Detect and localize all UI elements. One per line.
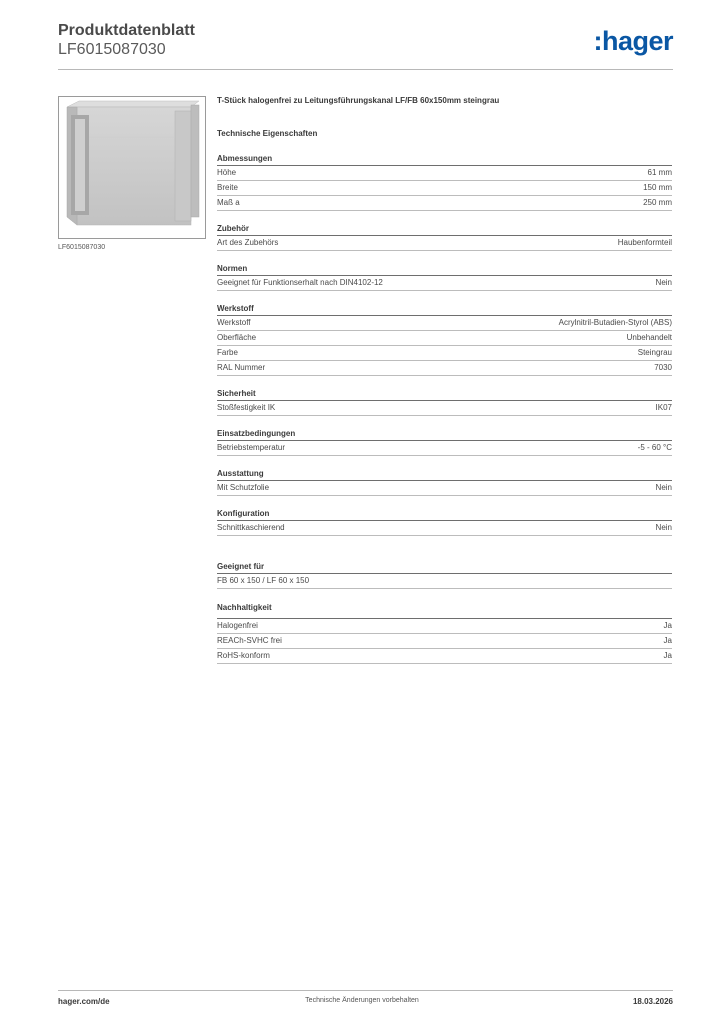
section-title: Einsatzbedingungen (217, 428, 672, 441)
section-abmessungen (217, 153, 672, 211)
spec-value: Steingrau (637, 348, 672, 357)
section-title: Werkstoff (217, 303, 672, 316)
spec-value: 7030 (654, 363, 672, 372)
spec-row (217, 181, 672, 196)
article-number: LF6015087030 (58, 41, 166, 58)
section-einsatzbedingungen (217, 428, 672, 456)
section-title: Normen (217, 263, 672, 276)
spec-label: Betriebstemperatur (217, 443, 286, 452)
spec-row (217, 346, 672, 361)
spec-value: Ja (663, 636, 672, 645)
section-normen (217, 263, 672, 291)
spec-value: Acrylnitril-Butadien-Styrol (ABS) (558, 318, 672, 327)
spec-value: 150 mm (643, 183, 672, 192)
spec-value: Nein (655, 278, 672, 287)
product-details (217, 96, 672, 664)
spec-label: REACh-SVHC frei (217, 636, 282, 645)
product-image (58, 96, 206, 239)
spec-label: FB 60 x 150 / LF 60 x 150 (217, 576, 310, 585)
hager-logo[interactable]: :hager (593, 26, 673, 56)
spec-label: Schnittkaschierend (217, 523, 285, 532)
spec-row (217, 196, 672, 211)
spec-row (217, 634, 672, 649)
section-title: Konfiguration (217, 508, 672, 521)
spec-label: Höhe (217, 168, 237, 177)
section-geeignet-fuer (217, 561, 672, 589)
spec-label: Werkstoff (217, 318, 251, 327)
spec-row (217, 276, 672, 291)
section-werkstoff (217, 303, 672, 376)
spec-value: IK07 (655, 403, 672, 412)
spec-value: Ja (663, 621, 672, 630)
spec-row (217, 441, 672, 456)
spec-label: Geeignet für Funktionserhalt nach DIN4102-12 (217, 278, 383, 287)
spec-row (217, 166, 672, 181)
spec-value: 61 mm (647, 168, 672, 177)
spec-label: Mit Schutzfolie (217, 483, 270, 492)
footer-date: 18.03.2026 (632, 997, 673, 1006)
spec-label: Oberfläche (217, 333, 257, 342)
spec-value: -5 - 60 °C (637, 443, 672, 452)
section-title: Ausstattung (217, 468, 672, 481)
spec-row (217, 236, 672, 251)
spec-row (217, 649, 672, 664)
section-sicherheit (217, 388, 672, 416)
spec-label: Halogenfrei (217, 621, 258, 630)
spec-value: Nein (655, 483, 672, 492)
spec-row (217, 618, 672, 634)
spec-row (217, 361, 672, 376)
section-title: Abmessungen (217, 153, 672, 166)
product-description: T-Stück halogenfrei zu Leitungsführungskanal LF/FB 60x150mm steingrau (217, 96, 500, 105)
section-ausstattung (217, 468, 672, 496)
section-title: Nachhaltigkeit (217, 603, 272, 612)
section-nachhaltigkeit (217, 602, 672, 664)
spec-label: Breite (217, 183, 238, 192)
section-title: Geeignet für (217, 561, 672, 574)
spec-value: Haubenformteil (617, 238, 672, 247)
spec-label: RAL Nummer (217, 363, 266, 372)
spec-row (217, 481, 672, 496)
spec-row (217, 574, 672, 589)
header-divider (58, 69, 673, 70)
spec-row (217, 316, 672, 331)
spec-label: Farbe (217, 348, 238, 357)
t-piece-illustration (59, 97, 205, 238)
spec-label: Art des Zubehörs (217, 238, 279, 247)
spec-value: Nein (655, 523, 672, 532)
spec-row (217, 331, 672, 346)
spec-value: Ja (663, 651, 672, 660)
page-title: Produktdatenblatt (58, 22, 195, 39)
spec-label: Maß a (217, 198, 240, 207)
image-caption: LF6015087030 (58, 244, 106, 251)
spec-label: RoHS-konform (217, 651, 270, 660)
spec-label: Stoßfestigkeit IK (217, 403, 276, 412)
spec-row (217, 401, 672, 416)
footer-website-link[interactable]: hager.com/de (58, 997, 110, 1006)
section-zubehoer (217, 223, 672, 251)
section-title: Zubehör (217, 223, 672, 236)
spec-row (217, 521, 672, 536)
spec-value: 250 mm (643, 198, 672, 207)
page-header (58, 22, 673, 70)
technical-properties-heading: Technische Eigenschaften (217, 129, 318, 138)
footer-disclaimer: Technische Änderungen vorbehalten (305, 997, 419, 1004)
section-title: Sicherheit (217, 388, 672, 401)
section-konfiguration (217, 508, 672, 536)
spec-value: Unbehandelt (626, 333, 672, 342)
footer-divider (58, 990, 673, 991)
